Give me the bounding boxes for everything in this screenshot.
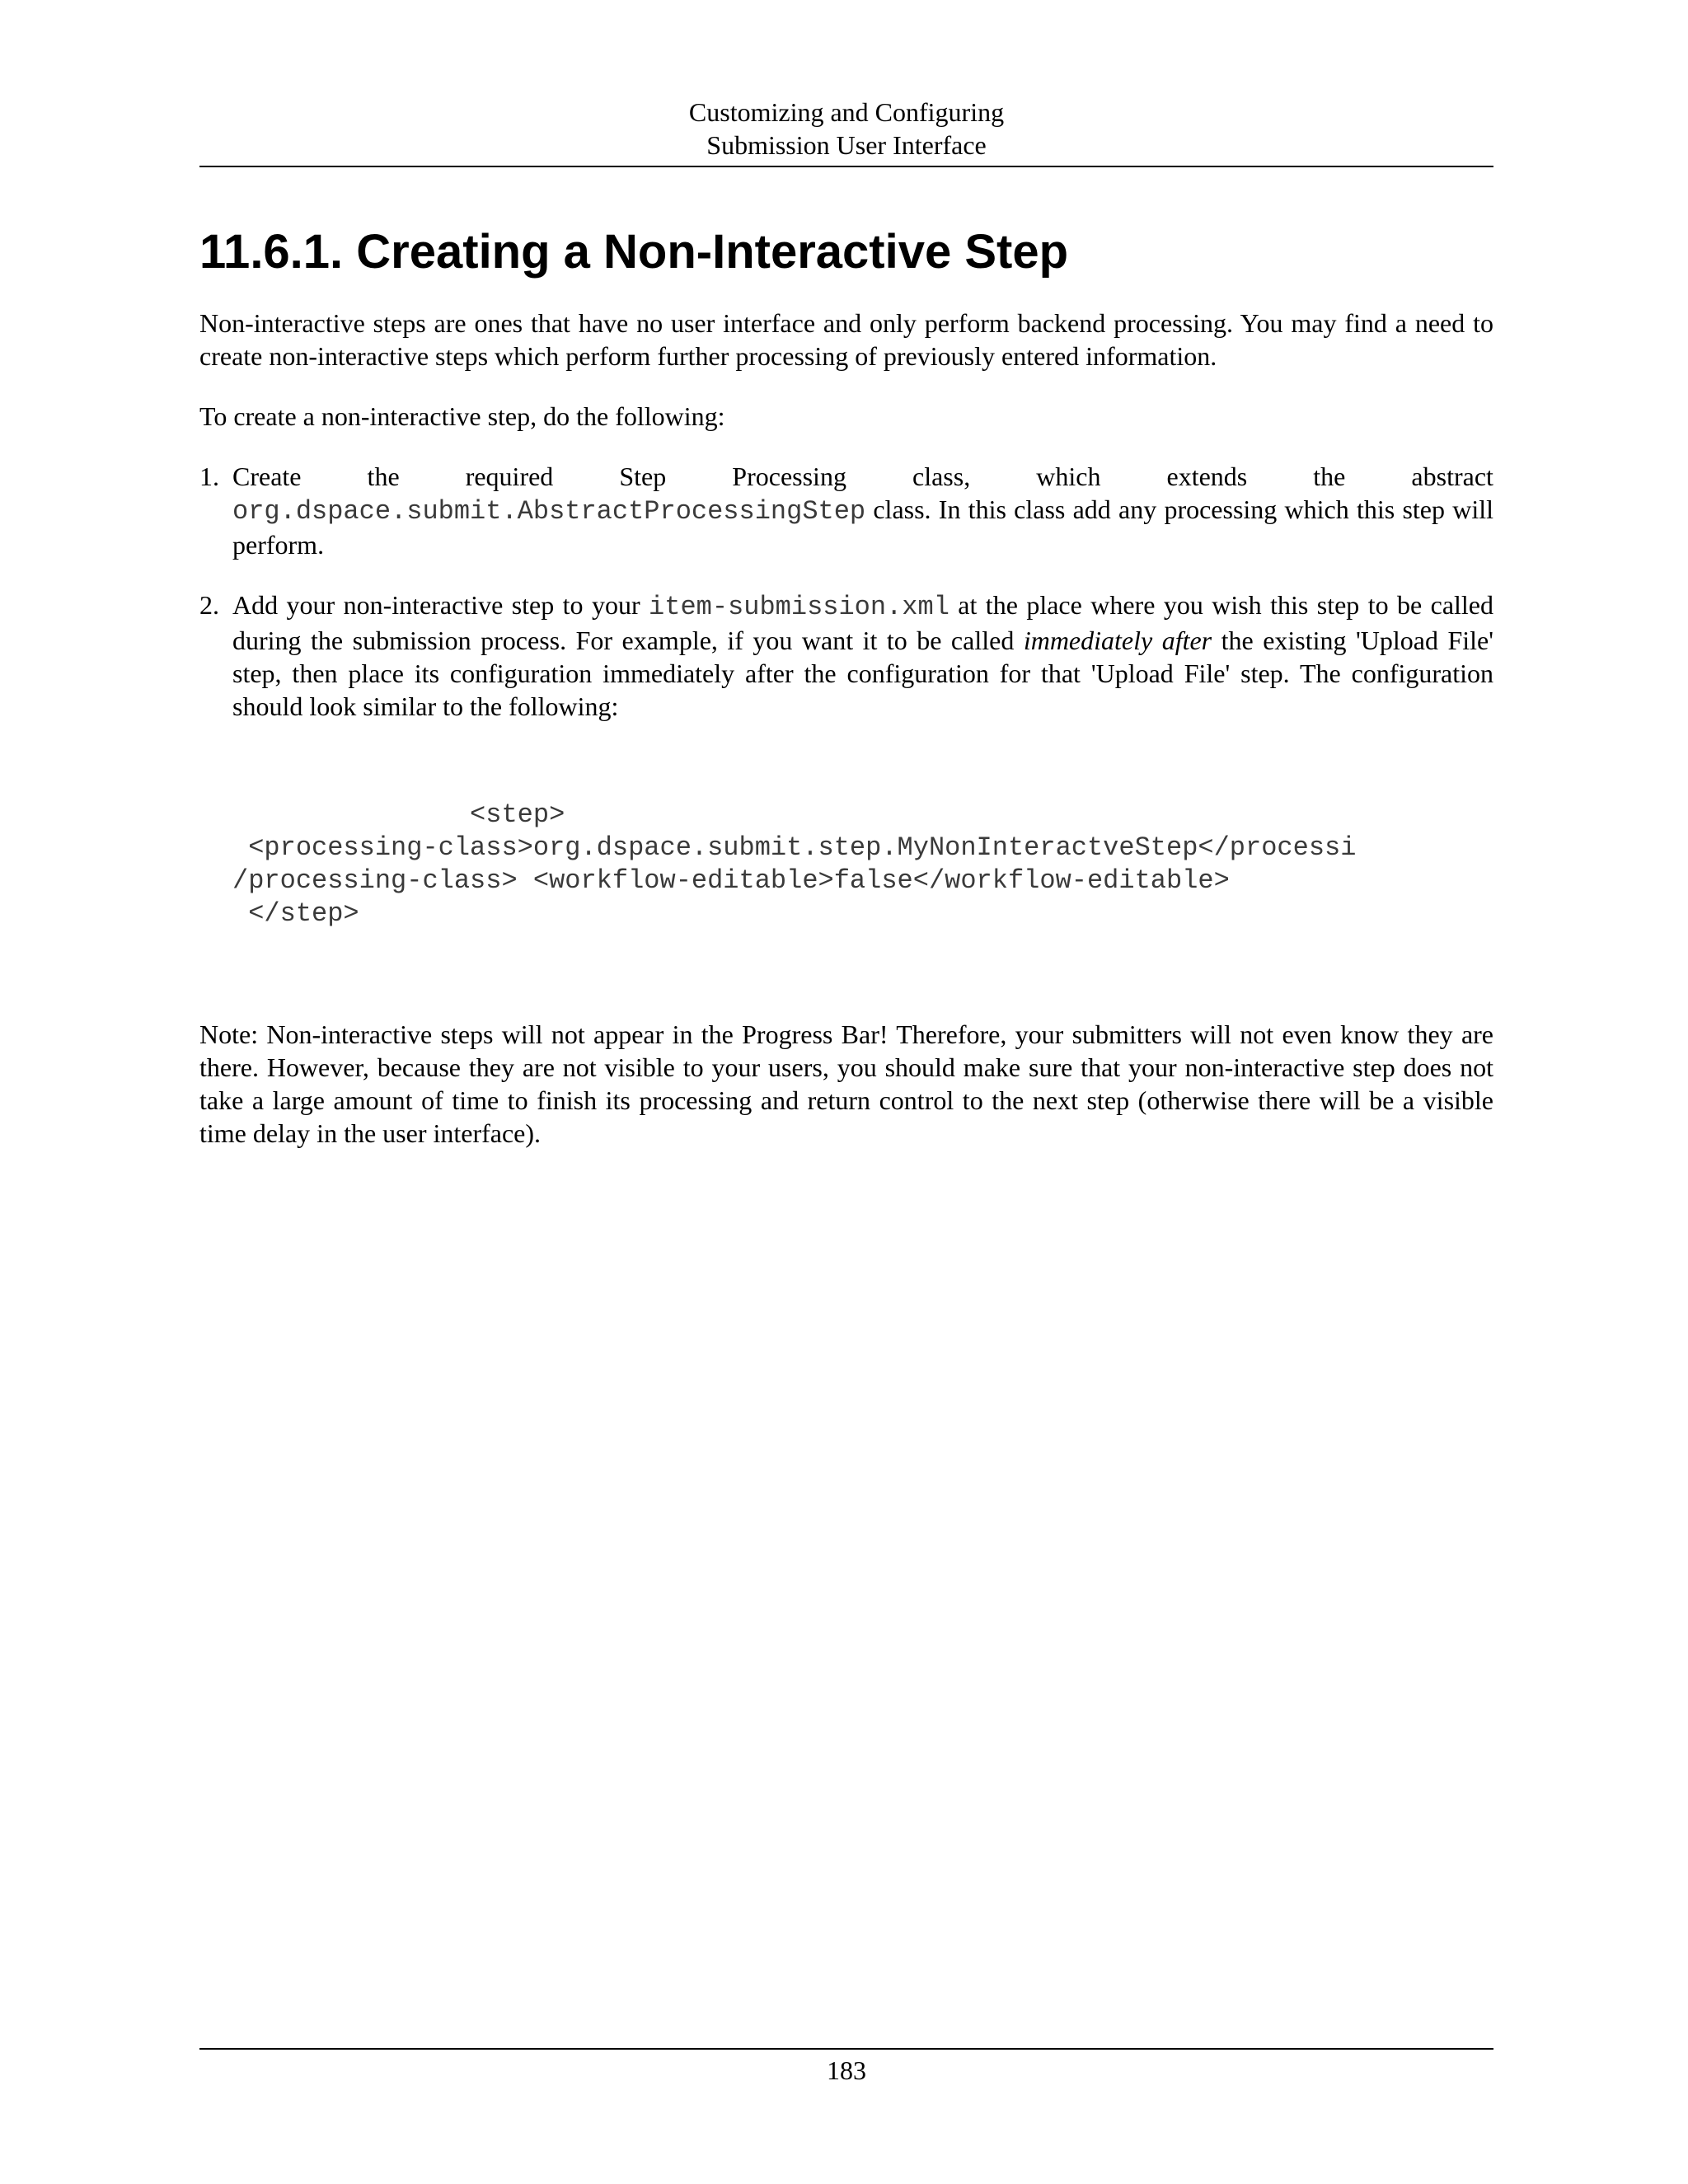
step-2-text-before: Add your non-interactive step to your [232, 590, 649, 620]
step-1-word: Processing [732, 462, 846, 491]
filename-code: item-submission.xml [649, 592, 950, 622]
page-number: 183 [827, 2055, 866, 2085]
step-1-word: class, [912, 462, 971, 491]
step-1-text: class. In this class add any processing which this step will perform. [232, 494, 1493, 560]
header-line-2: Submission User Interface [706, 130, 987, 160]
note-paragraph: Note: Non-interactive steps will not appear in the Progress Bar! Therefore, your submitters will not even know they are there. However, because they are not visible to your users, you should make sure that your non-interactive step does not take a large amount of time to finish its processing and return control to the next step (otherwise there will be a visible time delay in the user interface). [199, 1019, 1493, 1148]
list-item-number: 1. [199, 462, 219, 491]
header-line-1: Customizing and Configuring [688, 97, 1005, 127]
emphasis-text: immediately after [1023, 626, 1212, 655]
step-1-word: abstract [1411, 462, 1493, 491]
step-1-word: required [465, 462, 554, 491]
intro-paragraph: Non-interactive steps are ones that have no user interface and only perform backend processing. You may find a need to create non-interactive steps which perform further processing of previously entered information. [199, 308, 1493, 371]
step-1-word: Step [619, 462, 667, 491]
lead-paragraph: To create a non-interactive step, do the following: [199, 401, 725, 431]
footer-rule [199, 2048, 1493, 2050]
step-1-word: which [1036, 462, 1101, 491]
header-rule [199, 166, 1493, 167]
main-content [199, 216, 1493, 1150]
running-header [199, 96, 1493, 162]
step-1-word: Create [232, 462, 302, 491]
step-1-word: the [1313, 462, 1346, 491]
step-1-rest [232, 493, 1493, 561]
step-1-word: extends [1166, 462, 1248, 491]
step-1-word: the [367, 462, 400, 491]
step-1-first-line [232, 460, 1493, 493]
step-2-text-mid: at the place where you wish this step to be called during the submission process. For example, if you want it to be called [232, 590, 1494, 655]
step-2-text-after: the existing 'Upload File' step, then place its configuration immediately after the configuration for that 'Upload File' step. The configuration should look similar to the following: [232, 626, 1494, 721]
list-item [199, 588, 1493, 723]
list-item [199, 460, 1493, 561]
xml-code-block: <step> <processing-class>org.dspace.submit.step.MyNonInteractveStep</processi /processing-class> <workflow-editable>false</workflow-editable> </step> [232, 799, 1357, 929]
section-title: 11.6.1. Creating a Non-Interactive Step [199, 225, 1069, 279]
steps-list [199, 460, 1493, 723]
class-name-code: org.dspace.submit.AbstractProcessingStep [232, 496, 866, 527]
list-item-number: 2. [199, 590, 219, 620]
